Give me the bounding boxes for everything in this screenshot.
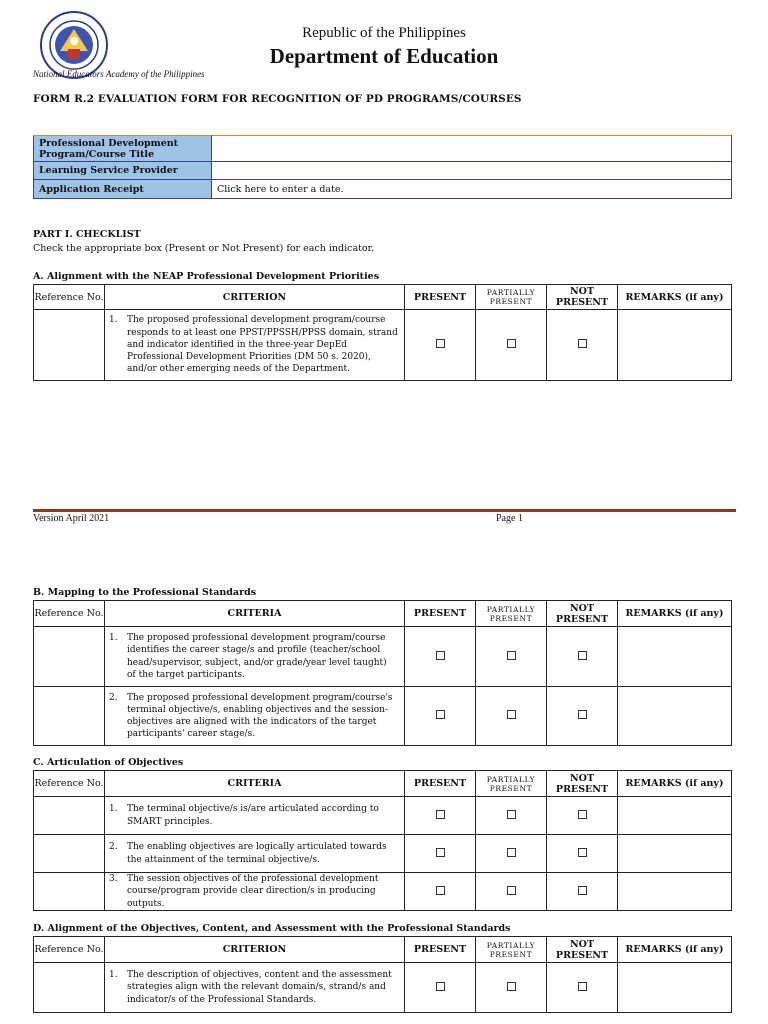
provider-field[interactable]	[212, 162, 732, 180]
present-cell	[405, 687, 476, 746]
table-header-row	[34, 285, 732, 310]
present-checkbox[interactable]	[436, 848, 445, 857]
remarks-cell[interactable]	[618, 310, 732, 381]
table-header-row	[34, 771, 732, 797]
section-c-table	[33, 770, 732, 911]
partially-cell	[476, 797, 547, 835]
present-cell	[405, 873, 476, 911]
not-present-cell	[547, 963, 618, 1013]
present-checkbox[interactable]	[436, 886, 445, 895]
col-remarks: REMARKS (if any)	[618, 285, 732, 310]
col-ref: Reference No.	[34, 601, 105, 627]
not-present-cell	[547, 797, 618, 835]
version-label: Version April 2021	[33, 513, 110, 524]
item-number: 2.	[109, 692, 118, 703]
criterion-cell	[105, 963, 405, 1013]
table-row	[34, 180, 732, 199]
present-checkbox[interactable]	[436, 982, 445, 991]
partially-cell	[476, 835, 547, 873]
col-present: PRESENT	[405, 771, 476, 797]
criterion-text: The description of objectives, content and the assessment strategies align with the relevant domain/s, strand/s and indicator/s of the Professional Standards.	[127, 970, 392, 1005]
col-partially: PARTIALLY PRESENT	[476, 937, 547, 963]
present-checkbox[interactable]	[436, 710, 445, 719]
criterion-text: The proposed professional development program/course identifies the career stage/s and profile (teacher/school head/supervisor, subject, and/or grade/year level taught) of the target participants.	[127, 633, 387, 680]
col-criteria: CRITERIA	[105, 771, 405, 797]
ref-cell[interactable]	[34, 310, 105, 381]
not-present-checkbox[interactable]	[578, 886, 587, 895]
col-partially: PARTIALLY PRESENT	[476, 601, 547, 627]
section-a-title: A. Alignment with the NEAP Professional Development Priorities	[33, 271, 380, 282]
receipt-label: Application Receipt	[34, 180, 212, 199]
present-cell	[405, 835, 476, 873]
not-present-cell	[547, 687, 618, 746]
present-cell	[405, 310, 476, 381]
section-d-table	[33, 936, 732, 1013]
item-number: 1.	[109, 315, 118, 326]
academy-name: National Educators Academy of the Philippines	[33, 69, 205, 79]
partially-checkbox[interactable]	[507, 339, 516, 348]
remarks-cell[interactable]	[618, 797, 732, 835]
not-present-checkbox[interactable]	[578, 710, 587, 719]
section-b-title: B. Mapping to the Professional Standards	[33, 587, 257, 598]
item-number: 2.	[109, 842, 118, 853]
ref-cell[interactable]	[34, 797, 105, 835]
table-row	[34, 687, 732, 746]
not-present-cell	[547, 835, 618, 873]
col-present: PRESENT	[405, 285, 476, 310]
remarks-cell[interactable]	[618, 873, 732, 911]
criterion-cell	[105, 835, 405, 873]
form-title: FORM R.2 EVALUATION FORM FOR RECOGNITION OF PD PROGRAMS/COURSES	[33, 93, 522, 105]
page-number: Page 1	[496, 513, 523, 524]
receipt-date-field[interactable]: Click here to enter a date.	[212, 180, 732, 199]
partially-checkbox[interactable]	[507, 710, 516, 719]
col-not-present: NOT PRESENT	[547, 937, 618, 963]
program-title-label: Professional Development Program/Course Title	[34, 136, 212, 162]
present-cell	[405, 797, 476, 835]
col-present: PRESENT	[405, 601, 476, 627]
partially-cell	[476, 687, 547, 746]
item-number: 1.	[109, 804, 118, 815]
table-row	[34, 627, 732, 687]
present-checkbox[interactable]	[436, 810, 445, 819]
table-row	[34, 310, 732, 381]
col-partially: PARTIALLY PRESENT	[476, 771, 547, 797]
col-partially: PARTIALLY PRESENT	[476, 285, 547, 310]
remarks-cell[interactable]	[618, 963, 732, 1013]
ref-cell[interactable]	[34, 963, 105, 1013]
table-row	[34, 797, 732, 835]
republic-heading: Republic of the Philippines	[302, 25, 466, 41]
item-number: 1.	[109, 633, 118, 644]
criterion-cell	[105, 797, 405, 835]
col-present: PRESENT	[405, 937, 476, 963]
criterion-cell	[105, 310, 405, 381]
department-heading: Department of Education	[269, 44, 499, 68]
partially-cell	[476, 627, 547, 687]
col-not-present: NOT PRESENT	[547, 285, 618, 310]
remarks-cell[interactable]	[618, 835, 732, 873]
present-cell	[405, 963, 476, 1013]
remarks-cell[interactable]	[618, 627, 732, 687]
partially-cell	[476, 963, 547, 1013]
table-header-row	[34, 937, 732, 963]
col-not-present: NOT PRESENT	[547, 771, 618, 797]
criterion-cell	[105, 627, 405, 687]
col-remarks: REMARKS (if any)	[618, 937, 732, 963]
section-a-table	[33, 284, 732, 381]
criterion-text: The proposed professional development program/course's terminal objective/s, enabling objectives and the session-objectives are aligned with the indicators of the target participants' career stage/s.	[127, 692, 393, 740]
ref-cell[interactable]	[34, 873, 105, 911]
partially-cell	[476, 310, 547, 381]
ref-cell[interactable]	[34, 687, 105, 746]
footer-rule	[33, 509, 736, 512]
program-info-table	[33, 135, 732, 199]
not-present-checkbox[interactable]	[578, 810, 587, 819]
partially-checkbox[interactable]	[507, 886, 516, 895]
section-d-title: D. Alignment of the Objectives, Content, and Assessment with the Professional Standards	[33, 923, 511, 934]
remarks-cell[interactable]	[618, 687, 732, 746]
present-checkbox[interactable]	[436, 339, 445, 348]
partially-checkbox[interactable]	[507, 810, 516, 819]
part1-title: PART I. CHECKLIST	[33, 229, 141, 240]
col-criterion: CRITERION	[105, 937, 405, 963]
ref-cell[interactable]	[34, 835, 105, 873]
present-checkbox[interactable]	[436, 651, 445, 660]
col-not-present: NOT PRESENT	[547, 601, 618, 627]
table-row	[34, 873, 732, 911]
item-number: 1.	[109, 970, 118, 981]
not-present-checkbox[interactable]	[578, 339, 587, 348]
provider-label: Learning Service Provider	[34, 162, 212, 180]
criterion-cell	[105, 687, 405, 746]
program-title-field[interactable]	[212, 136, 732, 162]
col-criterion: CRITERION	[105, 285, 405, 310]
not-present-cell	[547, 627, 618, 687]
table-header-row	[34, 601, 732, 627]
section-c-title: C. Articulation of Objectives	[33, 757, 184, 768]
col-remarks: REMARKS (if any)	[618, 771, 732, 797]
not-present-checkbox[interactable]	[578, 651, 587, 660]
part1-instruction: Check the appropriate box (Present or Not Present) for each indicator.	[33, 243, 375, 254]
criterion-text: The enabling objectives are logically articulated towards the attainment of the terminal objective/s.	[127, 842, 387, 865]
section-b-table	[33, 600, 732, 746]
col-ref: Reference No.	[34, 937, 105, 963]
present-cell	[405, 627, 476, 687]
criterion-text: The session objectives of the professional development course/program provide clear direction/s in producing outputs.	[127, 874, 379, 909]
col-criteria: CRITERIA	[105, 601, 405, 627]
criterion-cell	[105, 873, 405, 911]
partially-cell	[476, 873, 547, 911]
criterion-text: The terminal objective/s is/are articulated according to SMART principles.	[127, 804, 379, 827]
table-row	[34, 162, 732, 180]
table-row	[34, 835, 732, 873]
col-remarks: REMARKS (if any)	[618, 601, 732, 627]
partially-checkbox[interactable]	[507, 848, 516, 857]
not-present-cell	[547, 310, 618, 381]
partially-checkbox[interactable]	[507, 651, 516, 660]
not-present-cell	[547, 873, 618, 911]
table-row	[34, 136, 732, 162]
ref-cell[interactable]	[34, 627, 105, 687]
col-ref: Reference No.	[34, 771, 105, 797]
not-present-checkbox[interactable]	[578, 982, 587, 991]
not-present-checkbox[interactable]	[578, 848, 587, 857]
table-row	[34, 963, 732, 1013]
item-number: 3.	[109, 874, 118, 885]
partially-checkbox[interactable]	[507, 982, 516, 991]
col-ref: Reference No.	[34, 285, 105, 310]
criterion-text: The proposed professional development program/course responds to at least one PPST/PPSSH/PPSS domain, strand and indicator identified in the three-year DepEd Professional Development Priorities (DM 50 s. 2020), and/or other emerging needs of the Department.	[127, 315, 398, 375]
